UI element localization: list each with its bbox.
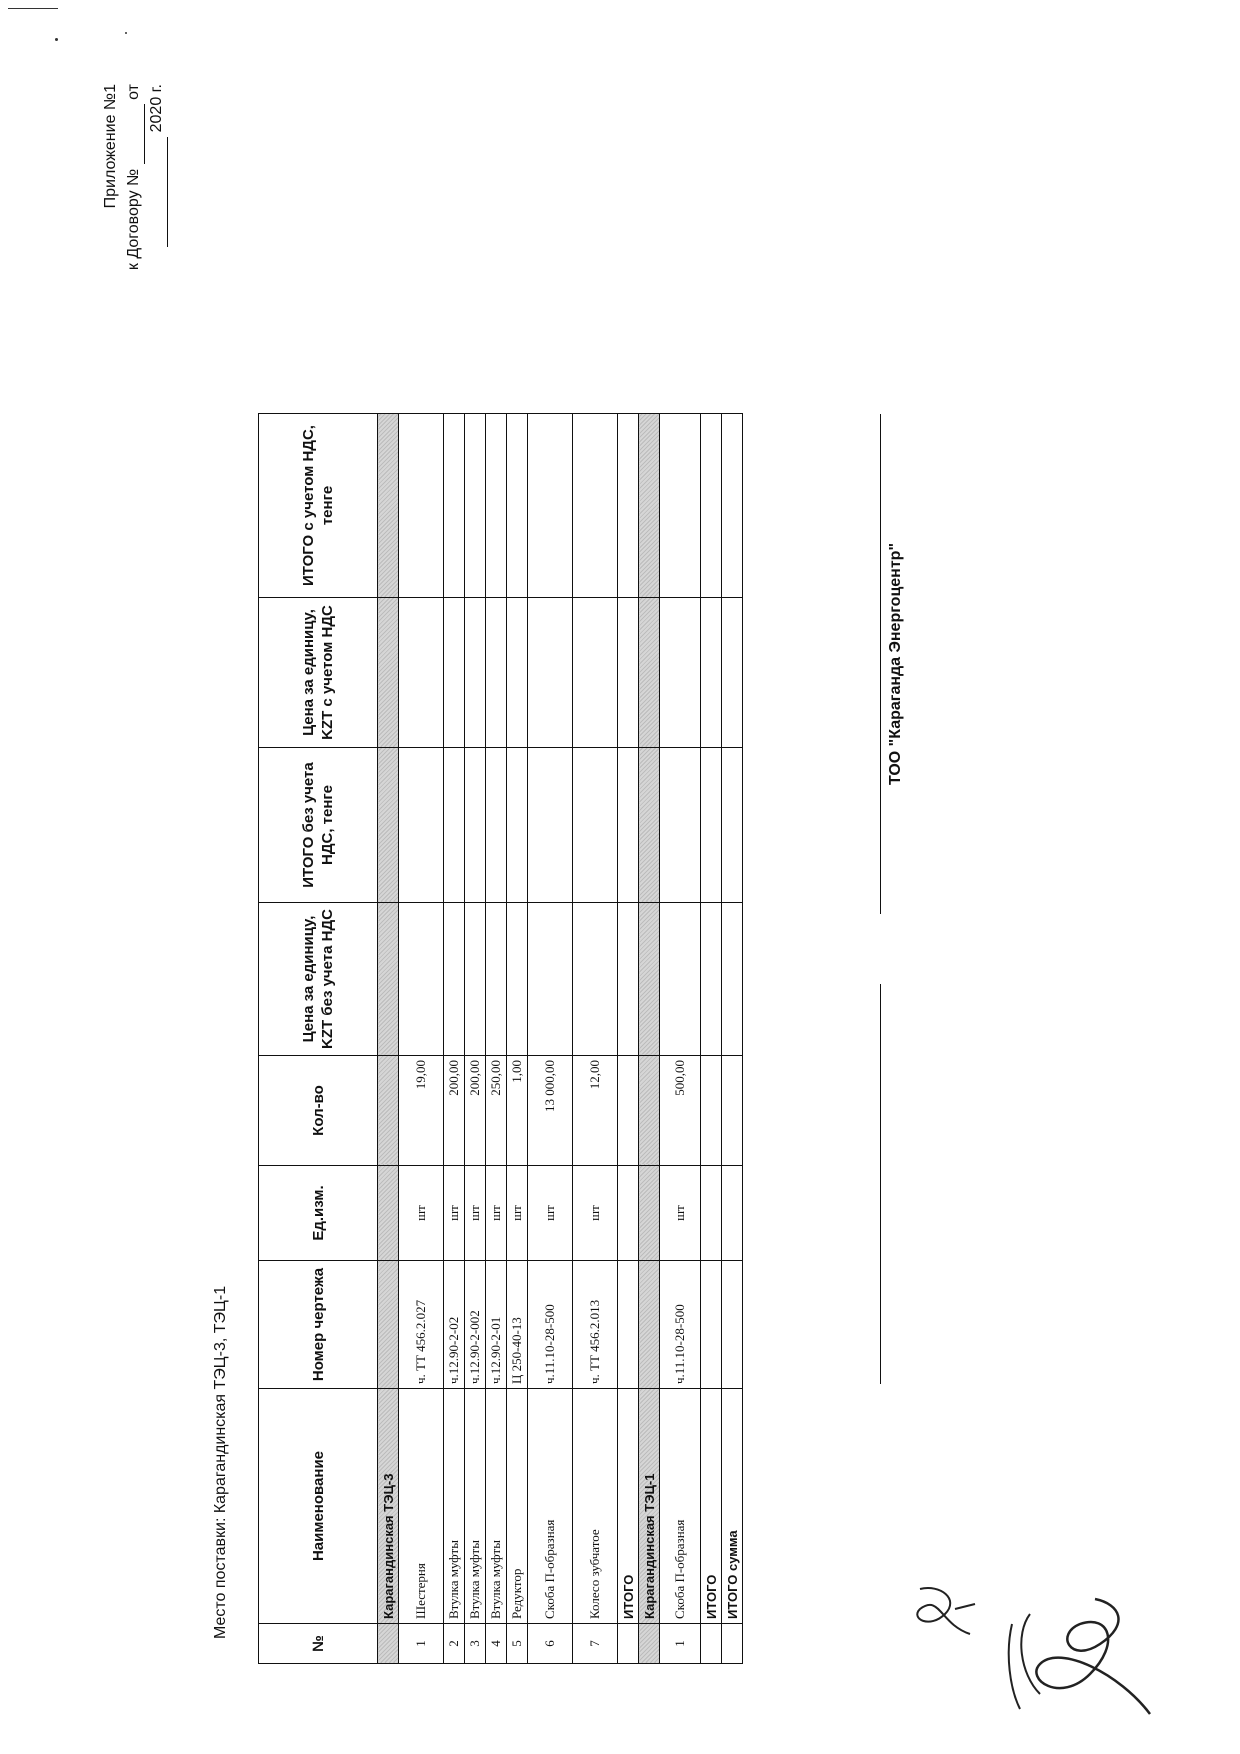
item-name: Колесо зубчатое	[573, 1389, 618, 1624]
unit: шт	[573, 1166, 618, 1261]
contract-date-blank	[145, 137, 168, 247]
table-row	[486, 414, 507, 1664]
table-row	[660, 414, 701, 1664]
contract-number-blank	[122, 104, 145, 164]
row-number: 4	[486, 1624, 507, 1664]
section-label: Карагандинская ТЭЦ-1	[639, 1389, 660, 1624]
contract-year: 2020 г.	[148, 84, 165, 133]
organization-signature-block	[880, 414, 905, 914]
appendix-date-line	[145, 84, 168, 484]
appendix-title: Приложение №1	[102, 84, 119, 209]
subtotal-label: ИТОГО	[701, 1389, 722, 1624]
table-row	[465, 414, 486, 1664]
handwritten-signature-icon	[1000, 1584, 1170, 1734]
table-row	[444, 414, 465, 1664]
col-header-name: Наименование	[259, 1389, 378, 1624]
unit: шт	[507, 1166, 528, 1261]
row-number: 1	[399, 1624, 444, 1664]
signature-line	[880, 984, 881, 1384]
contract-prefix: к Договору №	[125, 168, 142, 271]
unit: шт	[465, 1166, 486, 1261]
unit: шт	[486, 1166, 507, 1261]
quantity: 200,00	[444, 1056, 465, 1166]
unit: шт	[399, 1166, 444, 1261]
item-name: Шестерня	[399, 1389, 444, 1624]
col-header-unit: Ед.изм.	[259, 1166, 378, 1261]
quantity: 500,00	[660, 1056, 701, 1166]
col-header-drawing: Номер чертежа	[259, 1261, 378, 1389]
row-number: 3	[465, 1624, 486, 1664]
item-name: Скоба П-образная	[528, 1389, 573, 1624]
drawing-number: ч.12.90-2-01	[486, 1261, 507, 1389]
table-row	[528, 414, 573, 1664]
row-number: 1	[660, 1624, 701, 1664]
contract-from-label: от	[125, 84, 142, 100]
col-header-total-no-vat: ИТОГО без учета НДС, тенге	[259, 748, 378, 903]
drawing-number: ч.12.90-2-002	[465, 1261, 486, 1389]
delivery-place: Место поставки: Карагандинская ТЭЦ-3, ТЭЦ-1	[212, 1285, 229, 1639]
row-number: 6	[528, 1624, 573, 1664]
col-header-number: №	[259, 1624, 378, 1664]
col-header-quantity: Кол-во	[259, 1056, 378, 1166]
table-row	[399, 414, 444, 1664]
section-row-tec1	[639, 414, 660, 1664]
subtotal-row-tec1	[701, 414, 722, 1664]
grand-total-label: ИТОГО сумма	[722, 1389, 743, 1624]
table-row	[507, 414, 528, 1664]
specification-table	[258, 413, 743, 1664]
drawing-number: ч.12.90-2-02	[444, 1261, 465, 1389]
item-name: Втулка муфты	[465, 1389, 486, 1624]
table-row	[573, 414, 618, 1664]
col-header-price-no-vat: Цена за единицу, KZT без учета НДС	[259, 903, 378, 1056]
item-name: Втулка муфты	[486, 1389, 507, 1624]
unit: шт	[528, 1166, 573, 1261]
item-name: Скоба П-образная	[660, 1389, 701, 1624]
initials-mark-icon	[900, 1574, 980, 1644]
grand-total-row	[722, 414, 743, 1664]
quantity: 200,00	[465, 1056, 486, 1166]
subtotal-row-tec3	[618, 414, 639, 1664]
quantity: 1,00	[507, 1056, 528, 1166]
row-number: 7	[573, 1624, 618, 1664]
subtotal-label: ИТОГО	[618, 1389, 639, 1624]
appendix-header	[100, 84, 168, 484]
quantity: 13 000,00	[528, 1056, 573, 1166]
drawing-number: ч. ТТ 456.2.013	[573, 1261, 618, 1389]
col-header-total-vat: ИТОГО с учетом НДС, тенге	[259, 414, 378, 598]
quantity: 250,00	[486, 1056, 507, 1166]
organization-name: ТОО "Караганда Энергоцентр"	[887, 542, 904, 786]
row-number: 5	[507, 1624, 528, 1664]
quantity: 19,00	[399, 1056, 444, 1166]
section-row-tec3	[378, 414, 399, 1664]
table-header-row	[259, 414, 378, 1664]
drawing-number: ч. ТТ 456.2.027	[399, 1261, 444, 1389]
drawing-number: ч.11.10-28-500	[660, 1261, 701, 1389]
unit: шт	[660, 1166, 701, 1261]
drawing-number: Ц 250-40-13	[507, 1261, 528, 1389]
item-name: Редуктор	[507, 1389, 528, 1624]
unit: шт	[444, 1166, 465, 1261]
drawing-number: ч.11.10-28-500	[528, 1261, 573, 1389]
col-header-price-vat: Цена за единицу, KZT с учетом НДС	[259, 598, 378, 748]
section-label: Карагандинская ТЭЦ-3	[378, 1389, 399, 1624]
row-number: 2	[444, 1624, 465, 1664]
item-name: Втулка муфты	[444, 1389, 465, 1624]
quantity: 12,00	[573, 1056, 618, 1166]
appendix-contract-line	[122, 84, 145, 484]
